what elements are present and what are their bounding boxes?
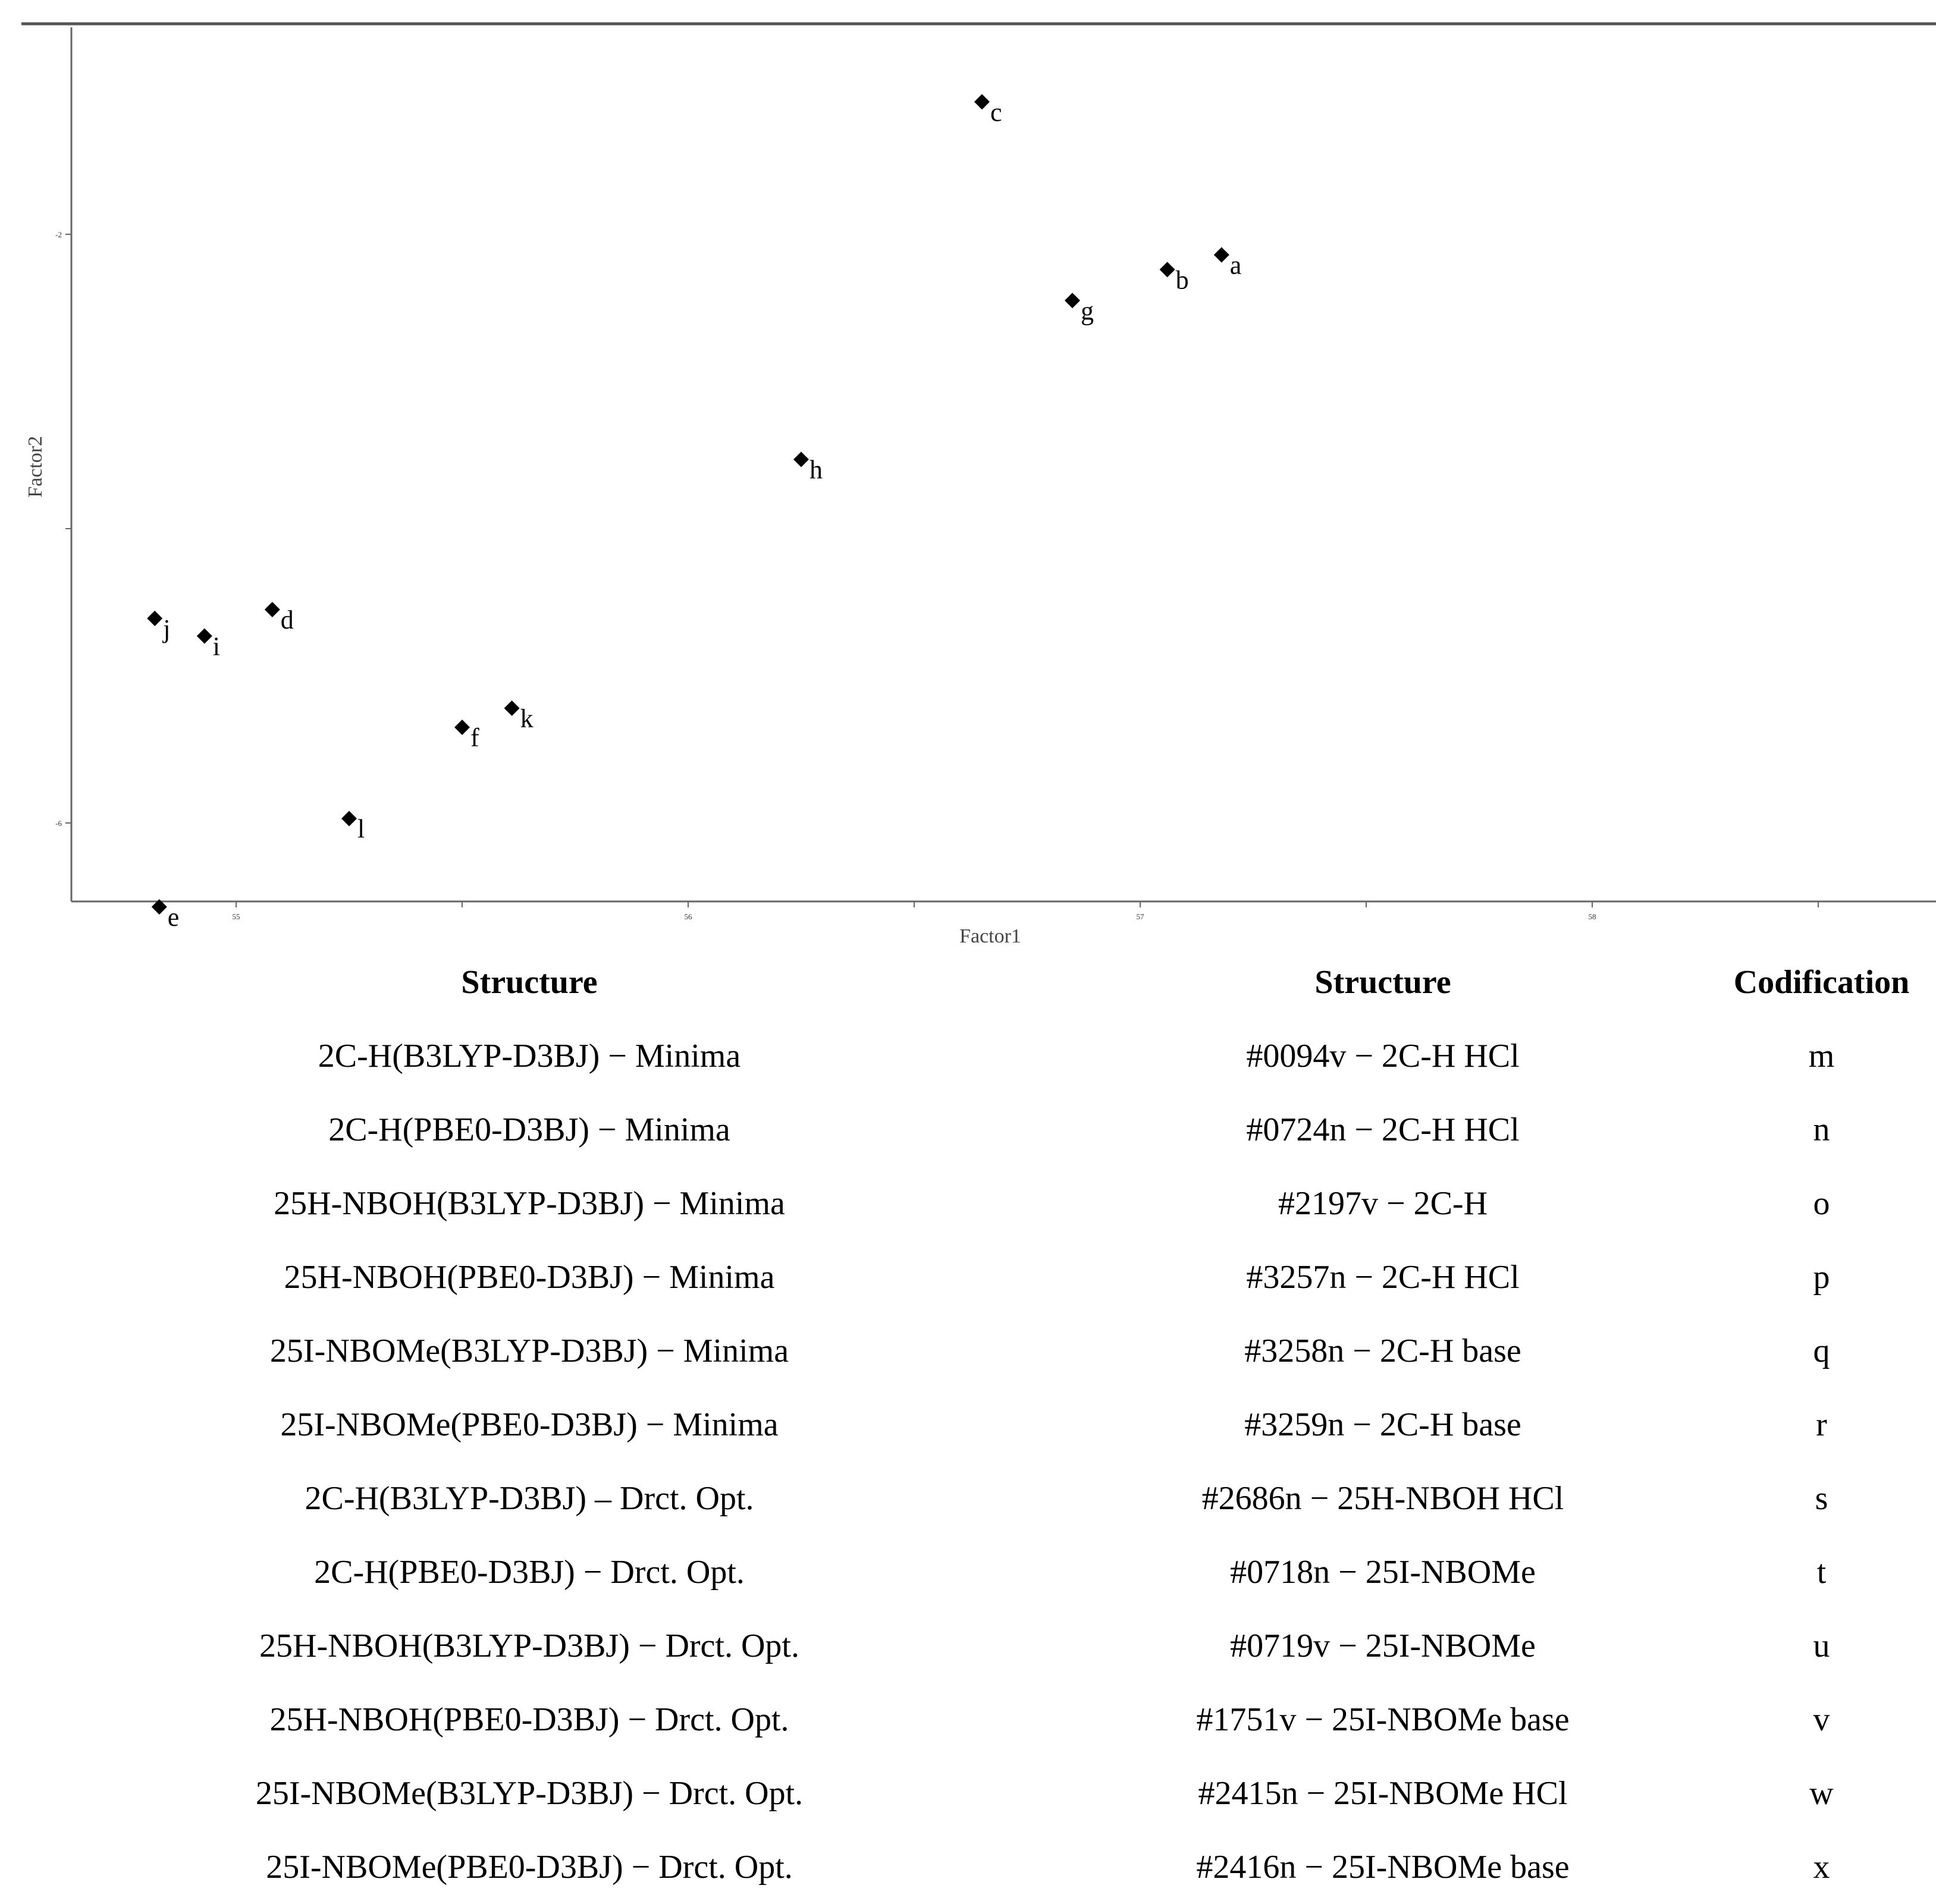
data-point-f <box>454 720 479 752</box>
data-point-j <box>147 611 170 643</box>
point-label: j <box>163 614 171 643</box>
scatter-plot <box>0 0 1936 945</box>
codification-cell: x <box>1813 1849 1830 1886</box>
y-axis-title: Factor2 <box>24 436 46 498</box>
table-row <box>0 1019 1936 1093</box>
codification-cell: o <box>1813 1185 1830 1222</box>
structure-cell: #2686n − 25H-NBOH HCl <box>1201 1480 1564 1517</box>
point-label: i <box>212 631 221 661</box>
x-tick-label: 57 <box>1136 912 1144 921</box>
structure-cell: 2C-H(B3LYP-D3BJ) – Drct. Opt. <box>305 1480 754 1517</box>
structure-cell: 2C-H(PBE0-D3BJ) − Drct. Opt. <box>314 1554 745 1591</box>
codification-cell: q <box>1813 1333 1830 1369</box>
table-row <box>0 1462 1936 1535</box>
data-point-g <box>1065 293 1094 325</box>
y-tick-label: -6 <box>55 819 62 828</box>
codification-cell: n <box>1813 1111 1830 1148</box>
table-row <box>0 1388 1936 1462</box>
structure-cell: 25I-NBOMe(PBE0-D3BJ) − Drct. Opt. <box>266 1849 793 1886</box>
header-codification: Codification <box>1733 964 1910 1001</box>
data-point-b <box>1160 262 1189 294</box>
codification-cell: w <box>1809 1775 1834 1812</box>
table-body <box>0 1019 1936 1904</box>
codification-cell: s <box>1815 1480 1828 1517</box>
data-point-d <box>265 602 294 634</box>
structure-cell: 25H-NBOH(B3LYP-D3BJ) − Minima <box>274 1185 785 1222</box>
structure-cell: 2C-H(B3LYP-D3BJ) − Minima <box>318 1038 741 1074</box>
structure-cell: #0094v − 2C-H HCl <box>1246 1038 1520 1074</box>
point-marker <box>1065 293 1080 308</box>
structure-cell: 25H-NBOH(B3LYP-D3BJ) − Drct. Opt. <box>259 1627 799 1664</box>
point-label: g <box>1081 296 1094 326</box>
codification-cell: r <box>1816 1406 1827 1443</box>
codification-cell: p <box>1813 1259 1830 1296</box>
structure-cell: 25I-NBOMe(PBE0-D3BJ) − Minima <box>280 1406 779 1443</box>
x-tick-label: 55 <box>232 912 240 921</box>
codification-cell: m <box>1808 1038 1835 1074</box>
point-label: a <box>1229 250 1242 280</box>
table-row <box>0 1535 1936 1609</box>
table-row <box>0 1609 1936 1683</box>
codification-cell: t <box>1816 1554 1827 1591</box>
table-row <box>0 1314 1936 1388</box>
point-marker <box>1214 247 1229 263</box>
point-marker <box>454 720 470 735</box>
data-point-e <box>152 899 180 932</box>
plot-frame <box>71 27 1936 901</box>
structure-cell: #2415n − 25I-NBOMe HCl <box>1198 1775 1568 1812</box>
point-label: d <box>280 605 294 635</box>
codification-cell: u <box>1813 1627 1830 1664</box>
point-label: l <box>357 814 365 844</box>
structure-cell: #0724n − 2C-H HCl <box>1246 1111 1520 1148</box>
table-row <box>0 1830 1936 1904</box>
structure-cell: #3257n − 2C-H HCl <box>1246 1259 1520 1296</box>
header-structure: Structure <box>461 964 598 1001</box>
structure-cell: #0718n − 25I-NBOMe <box>1230 1554 1536 1591</box>
structure-cell: #1751v − 25I-NBOMe base <box>1196 1701 1570 1738</box>
structure-cell: 25H-NBOH(PBE0-D3BJ) − Minima <box>284 1259 775 1296</box>
structure-cell: #3259n − 2C-H base <box>1244 1406 1521 1443</box>
data-point-k <box>504 700 534 733</box>
x-axis-ticks <box>233 901 1819 921</box>
structure-cell: #2416n − 25I-NBOMe base <box>1196 1849 1570 1886</box>
point-label: e <box>167 903 180 932</box>
table-header-row <box>0 945 1936 1019</box>
point-marker <box>1160 262 1175 277</box>
point-label: h <box>809 455 823 485</box>
table-row <box>0 1240 1936 1314</box>
table-header <box>0 945 1936 1019</box>
structure-cell: #3258n − 2C-H base <box>1244 1333 1521 1369</box>
point-label: b <box>1175 265 1189 295</box>
table-row <box>0 1757 1936 1830</box>
header-structure: Structure <box>1314 964 1451 1001</box>
point-marker <box>341 811 357 827</box>
structure-cell: 25I-NBOMe(B3LYP-D3BJ) − Drct. Opt. <box>255 1775 804 1812</box>
codification-cell: v <box>1813 1701 1830 1738</box>
table-row <box>0 1093 1936 1167</box>
structure-cell: #0719v − 25I-NBOMe <box>1230 1627 1536 1664</box>
point-marker <box>974 94 990 109</box>
x-axis-title: Factor1 <box>959 925 1021 945</box>
point-marker <box>793 452 809 467</box>
point-label: f <box>470 723 479 753</box>
table-row <box>0 1683 1936 1757</box>
y-tick-label: -2 <box>55 230 62 239</box>
data-point-c <box>974 94 1002 127</box>
structure-cell: 2C-H(PBE0-D3BJ) − Minima <box>328 1111 730 1148</box>
point-marker <box>197 629 212 644</box>
data-point-a <box>1214 247 1242 280</box>
y-axis-ticks <box>55 0 71 828</box>
data-point-i <box>197 629 220 661</box>
x-tick-label: 56 <box>684 912 692 921</box>
structure-cell: #2197v − 2C-H <box>1278 1185 1488 1222</box>
point-label: k <box>520 703 534 733</box>
codification-table <box>0 945 1936 1904</box>
data-point-h <box>793 452 823 485</box>
structure-cell: 25I-NBOMe(B3LYP-D3BJ) − Minima <box>269 1333 789 1369</box>
point-label: c <box>990 98 1002 127</box>
data-point-l <box>341 811 365 844</box>
point-marker <box>504 700 520 716</box>
structure-cell: 25H-NBOH(PBE0-D3BJ) − Drct. Opt. <box>269 1701 789 1738</box>
data-points <box>147 0 1862 932</box>
table-row <box>0 1167 1936 1240</box>
x-tick-label: 58 <box>1588 912 1596 921</box>
point-marker <box>265 602 280 617</box>
point-marker <box>147 611 162 626</box>
